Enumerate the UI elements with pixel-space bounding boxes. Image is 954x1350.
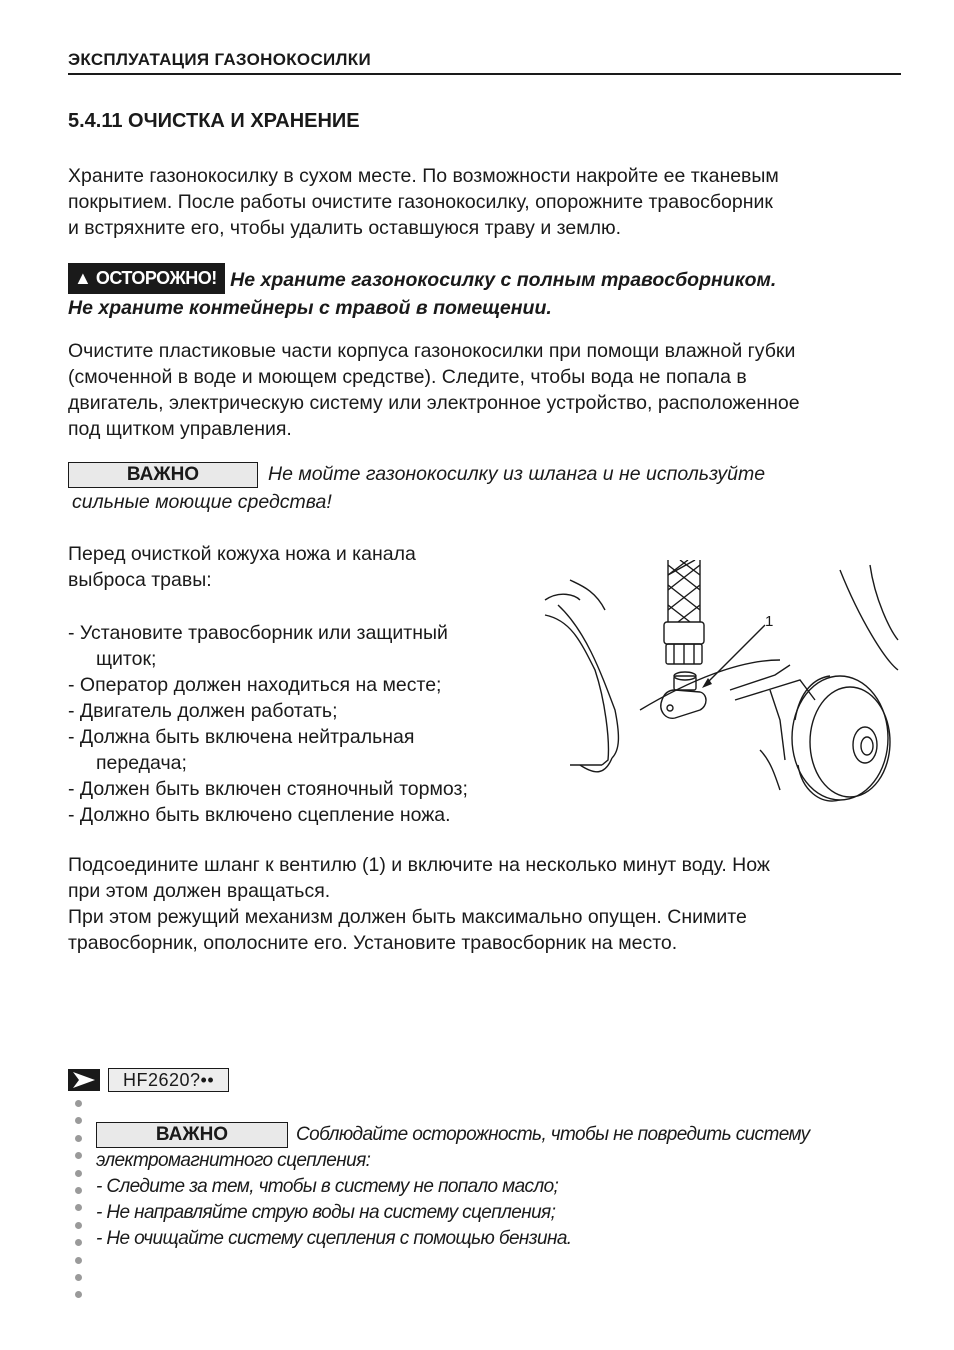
prep-intro — [68, 541, 518, 593]
important-badge: ВАЖНО — [68, 462, 258, 488]
intro-line: покрытием. После работы очистите газонокосилку, опорожните травосборник — [68, 191, 773, 213]
cleaning-paragraph — [68, 338, 908, 442]
prep-list — [68, 620, 468, 828]
caution-badge: ▲ ОСТОРОЖНО! — [68, 263, 225, 294]
page-header: ЭКСПЛУАТАЦИЯ ГАЗОНОКОСИЛКИ — [68, 50, 901, 75]
important-notice-2 — [96, 1122, 916, 1252]
cleaning-line: двигатель, электрическую систему или электронное устройство, расположенное — [68, 392, 800, 414]
list-item: - Двигатель должен работать; — [68, 700, 338, 722]
prep-line: Перед очисткой кожуха ножа и канала — [68, 543, 416, 565]
list-item: - Должен быть включен стояночный тормоз; — [68, 778, 468, 800]
intro-paragraph — [68, 163, 908, 241]
figure-callout-label: 1 — [765, 613, 774, 630]
hose-line: При этом режущий механизм должен быть максимально опущен. Снимите — [68, 906, 747, 928]
model-code: HF2620?•• — [108, 1068, 229, 1092]
arrow-right-icon — [68, 1069, 100, 1091]
important2-line: электромагнитного сцепления: — [96, 1150, 371, 1171]
list-item: - Установите травосборник или защитный щиток; — [68, 622, 448, 670]
important2-line: - Не очищайте систему сцепления с помощью бензина. — [96, 1228, 572, 1249]
important-badge-2: ВАЖНО — [96, 1122, 288, 1148]
hose-line: травосборник, ополосните его. Установите травосборник на место. — [68, 932, 678, 954]
cleaning-line: Очистите пластиковые части корпуса газонокосилки при помощи влажной губки — [68, 340, 796, 362]
list-item: - Должна быть включена нейтральная передача; — [68, 726, 415, 774]
important-text: Не мойте газонокосилку из шланга и не используйте — [268, 463, 766, 485]
cleaning-line: (смоченной в воде и моющем средстве). Следите, чтобы вода не попала в — [68, 366, 747, 388]
hose-connection-illustration — [540, 560, 900, 820]
section-title: 5.4.11 ОЧИСТКА И ХРАНЕНИЕ — [68, 110, 360, 132]
caution-text: Не храните газонокосилку с полным травосборником. — [224, 269, 777, 291]
list-item: - Должно быть включено сцепление ножа. — [68, 804, 451, 826]
important2-text: Соблюдайте осторожность, чтобы не повредить систему — [296, 1124, 810, 1145]
hose-line: Подсоедините шланг к вентилю (1) и включите на несколько минут воду. Нож — [68, 854, 770, 876]
important2-line: - Не направляйте струю воды на систему сцепления; — [96, 1202, 556, 1223]
caution-notice — [68, 263, 928, 322]
important2-line: - Следите за тем, чтобы в систему не попало масло; — [96, 1176, 559, 1197]
hose-line: при этом должен вращаться. — [68, 880, 331, 902]
intro-line: и встряхните его, чтобы удалить оставшуюся траву и землю. — [68, 217, 622, 239]
hose-paragraph — [68, 852, 908, 956]
important-text-2: сильные моющие средства! — [72, 491, 332, 513]
caution-text-2: Не храните контейнеры с травой в помещении. — [68, 297, 552, 319]
margin-dots — [75, 1100, 82, 1309]
cleaning-line: под щитком управления. — [68, 418, 292, 440]
list-item: - Оператор должен находиться на месте; — [68, 674, 442, 696]
intro-line: Храните газонокосилку в сухом месте. По возможности накройте ее тканевым — [68, 165, 779, 187]
model-marker — [68, 1068, 229, 1094]
prep-line: выброса травы: — [68, 569, 212, 591]
important-notice-1 — [68, 460, 908, 516]
